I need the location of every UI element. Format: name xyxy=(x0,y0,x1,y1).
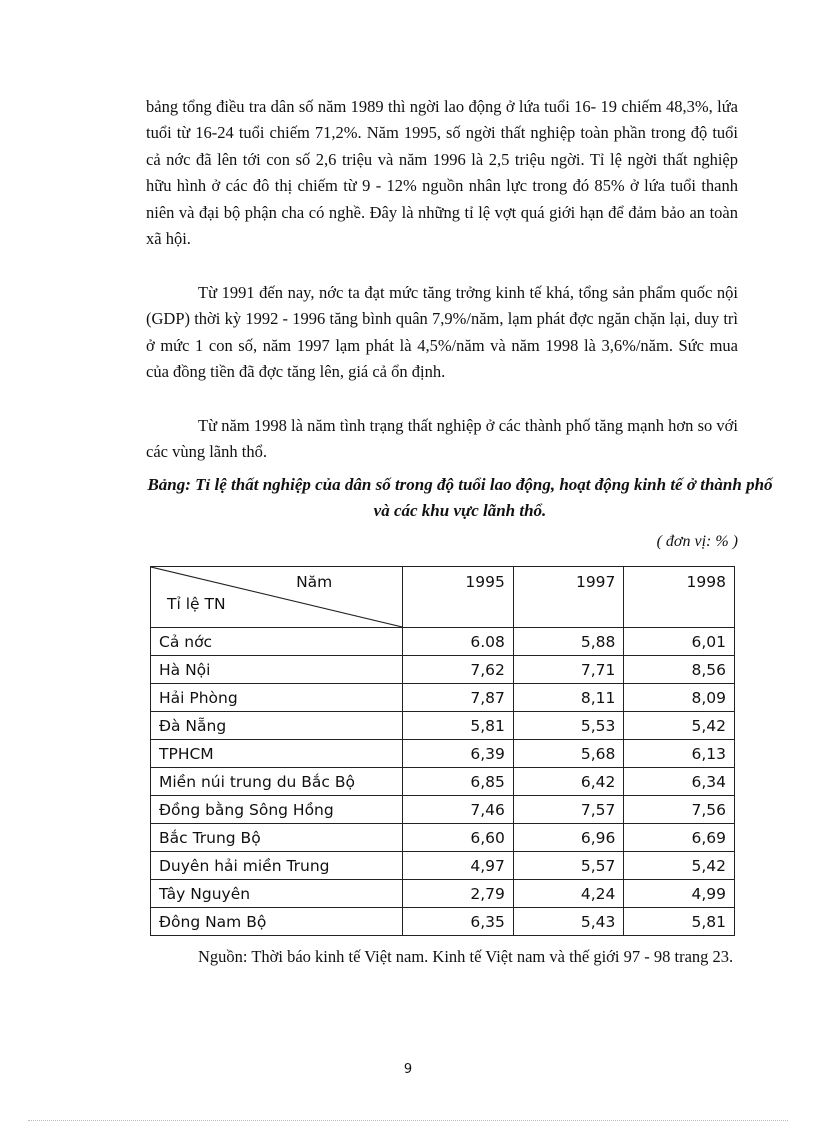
header-year-label: Năm xyxy=(296,573,333,591)
region-name-cell: Đà Nẵng xyxy=(151,712,403,740)
rate-value-cell: 6,34 xyxy=(624,768,735,796)
rate-value-cell: 6,39 xyxy=(403,740,514,768)
region-name-cell: Hải Phòng xyxy=(151,684,403,712)
rate-value-cell: 5,68 xyxy=(513,740,624,768)
table-row xyxy=(151,796,735,824)
rate-value-cell: 5,81 xyxy=(624,908,735,936)
table-row xyxy=(151,656,735,684)
rate-value-cell: 8,09 xyxy=(624,684,735,712)
page-bottom-rule xyxy=(28,1120,788,1121)
rate-value-cell: 4,24 xyxy=(513,880,624,908)
region-name-cell: Cả nớc xyxy=(151,628,403,656)
region-name-cell: TPHCM xyxy=(151,740,403,768)
rate-value-cell: 6,42 xyxy=(513,768,624,796)
paragraph-labor-statistics: bảng tổng điều tra dân số năm 1989 thì ngời lao động ở lứa tuổi 16- 19 chiếm 48,3%, lứa tuổi từ 16-24 tuổi chiếm 71,2%. Năm 1995, số ngời thất nghiệp toàn phần trong độ tuổi cả nớc đã lên tới con số 2,6 triệu và năm 1996 là 2,5 triệu ngời. Tỉ lệ ngời thất nghiệp hữu hình ở các đô thị chiếm từ 9 - 12% nguồn nhân lực trong đó 85% ở lứa tuổi thanh niên và đại bộ phận cha có nghề. Đây là những tỉ lệ vợt quá giới hạn để đảm bảo an toàn xã hội. xyxy=(146,97,738,249)
year-header: 1998 xyxy=(624,567,735,628)
year-header: 1997 xyxy=(513,567,624,628)
rate-value-cell: 5,53 xyxy=(513,712,624,740)
unemployment-table xyxy=(150,566,735,936)
table-row xyxy=(151,768,735,796)
region-name-cell: Đông Nam Bộ xyxy=(151,908,403,936)
rate-value-cell: 7,46 xyxy=(403,796,514,824)
rate-value-cell: 8,56 xyxy=(624,656,735,684)
rate-value-cell: 5,81 xyxy=(403,712,514,740)
rate-value-cell: 6,35 xyxy=(403,908,514,936)
rate-value-cell: 7,71 xyxy=(513,656,624,684)
rate-value-cell: 6,13 xyxy=(624,740,735,768)
table-row xyxy=(151,824,735,852)
table-row xyxy=(151,684,735,712)
source-note: Nguồn: Thời báo kinh tế Việt nam. Kinh tế Việt nam và thế giới 97 - 98 trang 23. xyxy=(198,947,734,966)
rate-value-cell: 7,62 xyxy=(403,656,514,684)
rate-value-cell: 6,96 xyxy=(513,824,624,852)
rate-value-cell: 5,88 xyxy=(513,628,624,656)
rate-value-cell: 5,43 xyxy=(513,908,624,936)
table-row xyxy=(151,712,735,740)
table-row xyxy=(151,852,735,880)
table-row xyxy=(151,628,735,656)
rate-value-cell: 5,57 xyxy=(513,852,624,880)
rate-value-cell: 6.08 xyxy=(403,628,514,656)
rate-value-cell: 4,99 xyxy=(624,880,735,908)
region-name-cell: Duyên hải miền Trung xyxy=(151,852,403,880)
header-diagonal-cell xyxy=(151,567,403,628)
rate-value-cell: 7,87 xyxy=(403,684,514,712)
region-name-cell: Đồng bằng Sông Hồng xyxy=(151,796,403,824)
paragraph-economic-growth: Từ 1991 đến nay, nớc ta đạt mức tăng trởng kinh tế khá, tổng sản phẩm quốc nội (GDP) thời kỳ 1992 - 1996 tăng bình quân 7,9%/năm, lạm phát đợc ngăn chặn lại, duy trì ở mức 1 con số, năm 1997 lạm phát là 4,5%/năm và năm 1998 là 3,6%/năm. Sức mua của đồng tiền đã đợc tăng lên, giá cả ổn định. xyxy=(146,283,738,382)
region-name-cell: Miền núi trung du Bắc Bộ xyxy=(151,768,403,796)
table-header-row xyxy=(151,567,735,628)
region-name-cell: Bắc Trung Bộ xyxy=(151,824,403,852)
region-name-cell: Tây Nguyên xyxy=(151,880,403,908)
rate-value-cell: 6,69 xyxy=(624,824,735,852)
rate-value-cell: 5,42 xyxy=(624,852,735,880)
table-row xyxy=(151,908,735,936)
rate-value-cell: 7,56 xyxy=(624,796,735,824)
unit-note: ( đơn vị: % ) xyxy=(656,533,738,550)
rate-value-cell: 6,01 xyxy=(624,628,735,656)
rate-value-cell: 6,60 xyxy=(403,824,514,852)
rate-value-cell: 2,79 xyxy=(403,880,514,908)
rate-value-cell: 6,85 xyxy=(403,768,514,796)
year-header: 1995 xyxy=(403,567,514,628)
table-row xyxy=(151,880,735,908)
table-row xyxy=(151,740,735,768)
paragraph-unemployment-1998: Từ năm 1998 là năm tình trạng thất nghiệp ở các thành phố tăng mạnh hơn so với các vùng lãnh thổ. xyxy=(146,416,738,462)
rate-value-cell: 7,57 xyxy=(513,796,624,824)
header-rate-label: Tỉ lệ TN xyxy=(167,595,226,613)
rate-value-cell: 5,42 xyxy=(624,712,735,740)
page-number: 9 xyxy=(403,1062,413,1077)
table-caption: Bảng: Tỉ lệ thất nghiệp của dân số trong độ tuổi lao động, hoạt động kinh tế ở thành phố và các khu vực lãnh thổ. xyxy=(147,475,773,520)
rate-value-cell: 8,11 xyxy=(513,684,624,712)
rate-value-cell: 4,97 xyxy=(403,852,514,880)
region-name-cell: Hà Nội xyxy=(151,656,403,684)
